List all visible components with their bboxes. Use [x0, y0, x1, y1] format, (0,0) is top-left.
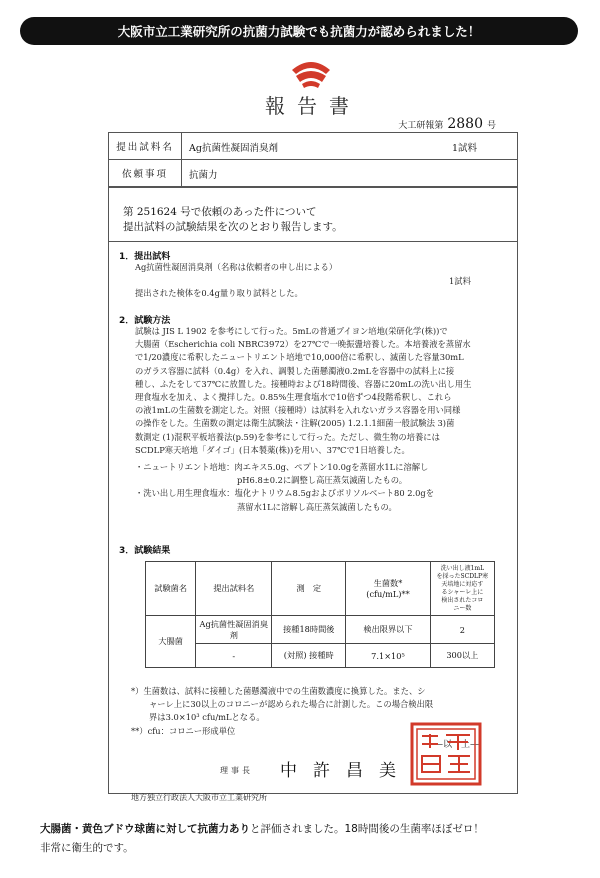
medium-notes: ・ニュートリエント培地：肉エキス5.0g、ペプトン10.0gを蒸留水1Lに溶解し pH6.8±0.2に調整し高圧蒸気滅菌したもの。 ・洗い出し用生理食塩水：塩化ナトリウム8.5gおよびポリソルベート80 2.0gを 蒸留水1Lに溶解し高圧蒸気滅菌したもの。: [135, 462, 435, 512]
intro-text: 第 251624 号で依頼のあった件について 提出試料の試験結果を次のとおり報告します。: [123, 206, 343, 233]
footer-rest: と評価されました。18時間後の生菌率ほぼゼロ！: [250, 823, 484, 835]
result-notes: *）生菌数は、試料に接種した菌懸濁液中での生菌数濃度に換算した。また、シ ャーレ上に30以上のコロニーが認められた場合に計測した。この場合検出限 界は3.0×10³ cfu/mLとなる。 **）cfu：コロニー形成単位: [131, 686, 434, 736]
institute-logo-icon: [288, 56, 334, 90]
doc-number: 大工研報第 2880 号: [398, 116, 496, 132]
submitted-sample-row: 提出試料名 Ag抗菌性凝固消臭剤 1試料: [109, 133, 517, 160]
report-document: [108, 52, 518, 802]
results-table: 試験菌名 提出試料名 測 定 生菌数* (cfu/mL)** 洗い出し液1mL を採ったSCDLP寒 天培地に対応す るシャーレ上に 検出されたコロ ニー数 大腸菌 Ag抗菌性凝固消臭剤 接種18時間後 検出限界以下 2 - (対照) 接種時 7.1×10⁵ 300以上: [145, 561, 495, 668]
banner-text: 大阪市立工業研究所の抗菌力試験でも抗菌力が認められました！: [117, 24, 481, 39]
section-1-line1: Ag抗菌性凝固消臭剤（名称は依頼者の申し出による）: [135, 262, 338, 272]
footer-caption: [40, 820, 484, 858]
request-row: 依頼事項 抗菌力: [109, 160, 517, 187]
table-row: 大腸菌 Ag抗菌性凝固消臭剤 接種18時間後 検出限界以下 2: [146, 616, 495, 644]
section-2-title: 2．試験方法: [119, 316, 171, 326]
section-1-count: 1試料: [449, 276, 471, 286]
director-name: 中許昌美: [280, 761, 412, 781]
footer-bold: 大腸菌・黄色ブドウ球菌に対して抗菌力あり: [40, 823, 250, 835]
section-3-title: 3．試験結果: [119, 546, 171, 556]
section-1-title: 1．提出試料: [119, 252, 171, 262]
section-1-line2: 提出された検体を0.4g量り取り試料とした。: [135, 288, 303, 298]
end-mark: —以 上—: [434, 740, 480, 750]
footer-line2: 非常に衛生的です。: [40, 842, 134, 854]
top-banner: [20, 17, 578, 45]
section-2-body: 試験は JIS L 1902 を参考にして行った。5mLの普通ブイヨン培地(栄研化学(株))で 大腸菌（Escherichia coli NBRC3972）を27℃で一晩振盪培養した。本培養液を蒸留水 で1/20濃度に希釈したニュートリエント培地で10,000倍に希釈し、滅菌した容量30mL のガラス容器に試料（0.4g）を入れ、調製した菌懸濁液0.2mLを容器中の試料上に接 種し、ふたをして37℃に放置した。接種時および18時間後、容器に20mLの洗い出し用生 理食塩水を加え、よく攪拌した。0.85%生理食塩水で10倍ずつ4段階希釈し、これら の液1mLの生菌数を測定した。対照（接種時）は試料を入れないガラス容器を用い同様 の操作をした。生菌数の測定は衛生試験法・注解(2005) 1.2.1.1細菌一般試験法 3)菌 数測定 (1)混釈平板培養法(p.59)を参考にして行った。ただし、微生物の培養には SCDLP寒天培地「ダイゴ」(日本製薬(株))を用い、37℃で1日培養した。: [135, 326, 472, 455]
director-title: 理事長: [220, 766, 253, 775]
official-seal-icon: [410, 722, 482, 786]
institute-name: 地方独立行政法人大阪市立工業研究所: [131, 793, 267, 802]
table-row: - (対照) 接種時 7.1×10⁵ 300以上: [146, 644, 495, 668]
report-title: 報告書: [265, 94, 361, 118]
report-frame: [108, 132, 518, 802]
